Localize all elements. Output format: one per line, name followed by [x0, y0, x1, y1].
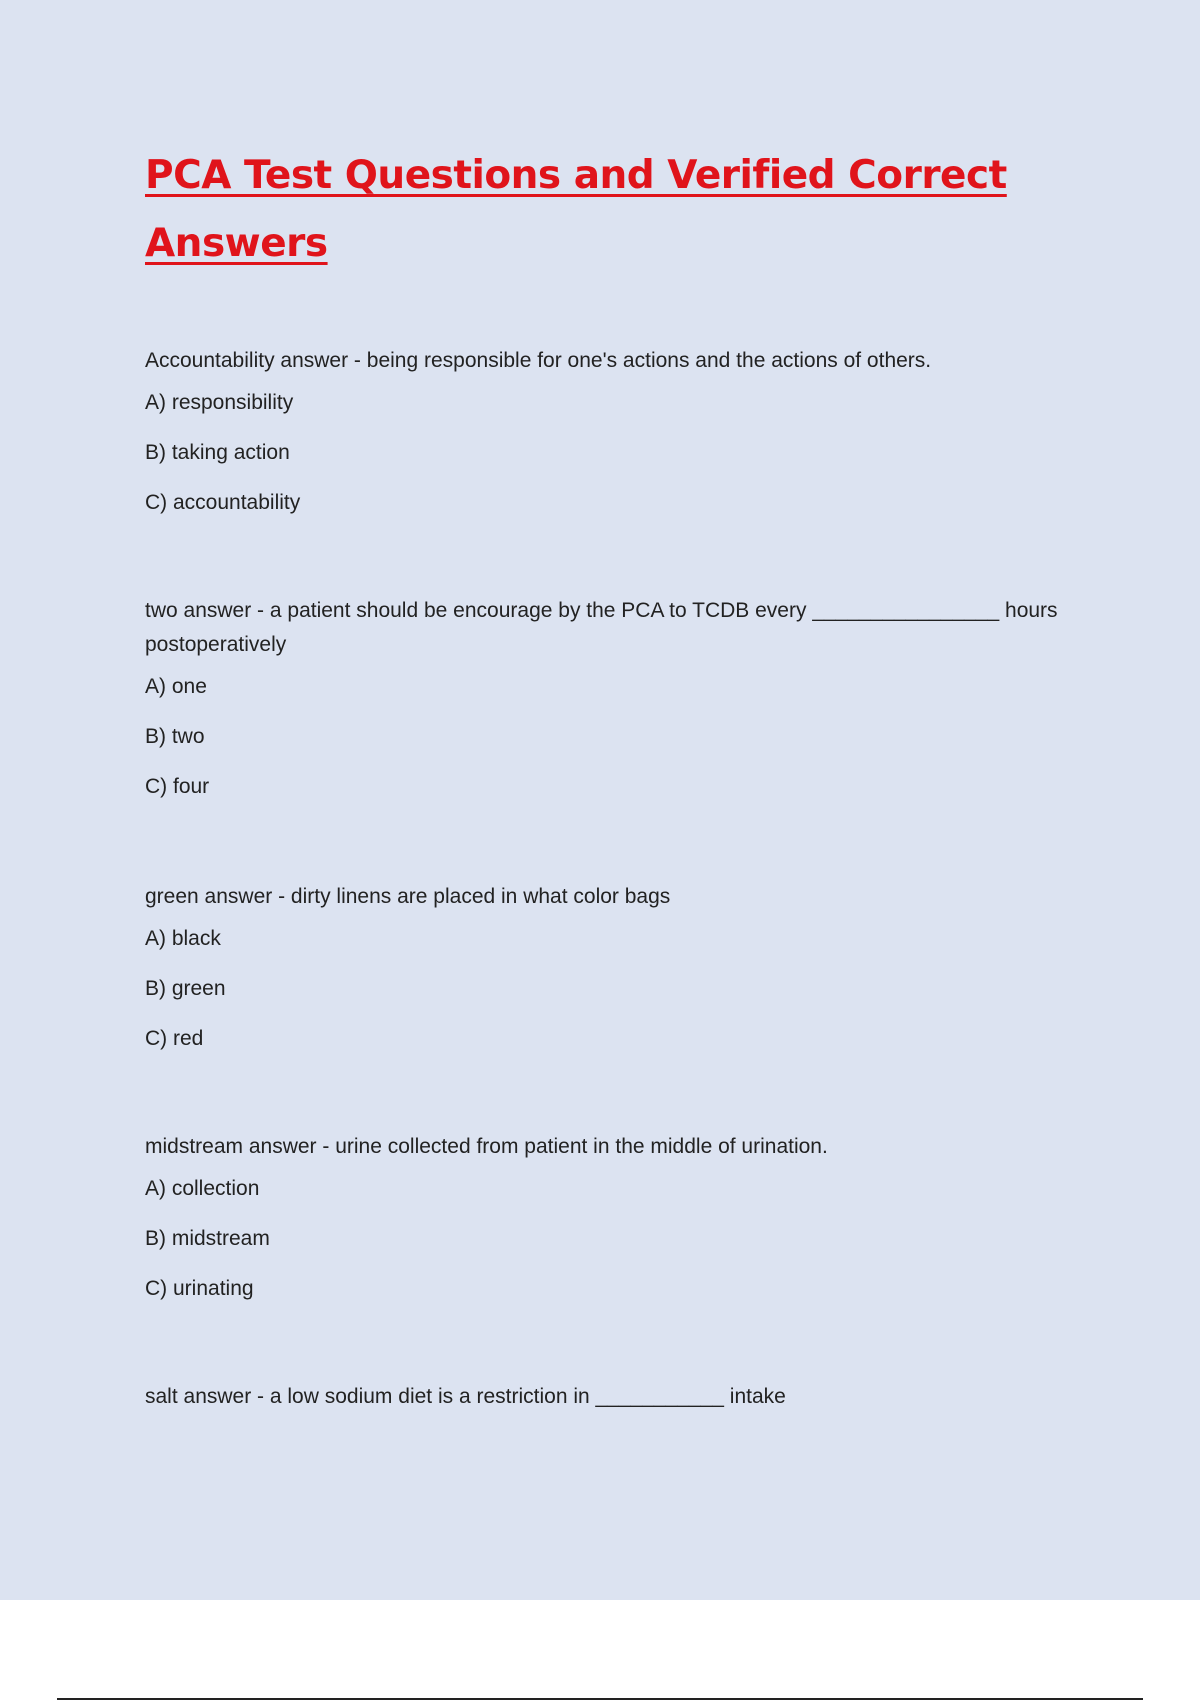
answer-option: C) urinating	[145, 1277, 254, 1300]
question-block	[145, 344, 1095, 528]
document-title: PCA Test Questions and Verified Correct Answers	[145, 153, 1007, 266]
answer-option: A) responsibility	[145, 391, 294, 414]
answer-option: B) midstream	[145, 1227, 270, 1250]
answer-option: B) taking action	[145, 441, 290, 464]
question-block	[145, 1130, 1095, 1314]
question-text: Accountability answer - being responsible for one's actions and the actions of others.	[145, 349, 932, 372]
question-block	[145, 880, 1095, 1064]
question-text: midstream answer - urine collected from patient in the middle of urination.	[145, 1135, 828, 1158]
answer-option: B) green	[145, 977, 226, 1000]
answer-option: C) red	[145, 1027, 204, 1050]
answer-option: A) collection	[145, 1177, 260, 1200]
question-text: two answer - a patient should be encourage by the PCA to TCDB every ________________ hours postoperatively	[145, 599, 1058, 656]
answer-option: C) four	[145, 775, 210, 798]
answer-option: B) two	[145, 725, 205, 748]
answer-option: A) one	[145, 675, 207, 698]
question-text: green answer - dirty linens are placed in what color bags	[145, 885, 671, 908]
question-block	[145, 594, 1095, 812]
question-text: salt answer - a low sodium diet is a restriction in ___________ intake	[145, 1385, 786, 1408]
question-block	[145, 1380, 1095, 1414]
answer-option: A) black	[145, 927, 221, 950]
answer-option: C) accountability	[145, 491, 301, 514]
